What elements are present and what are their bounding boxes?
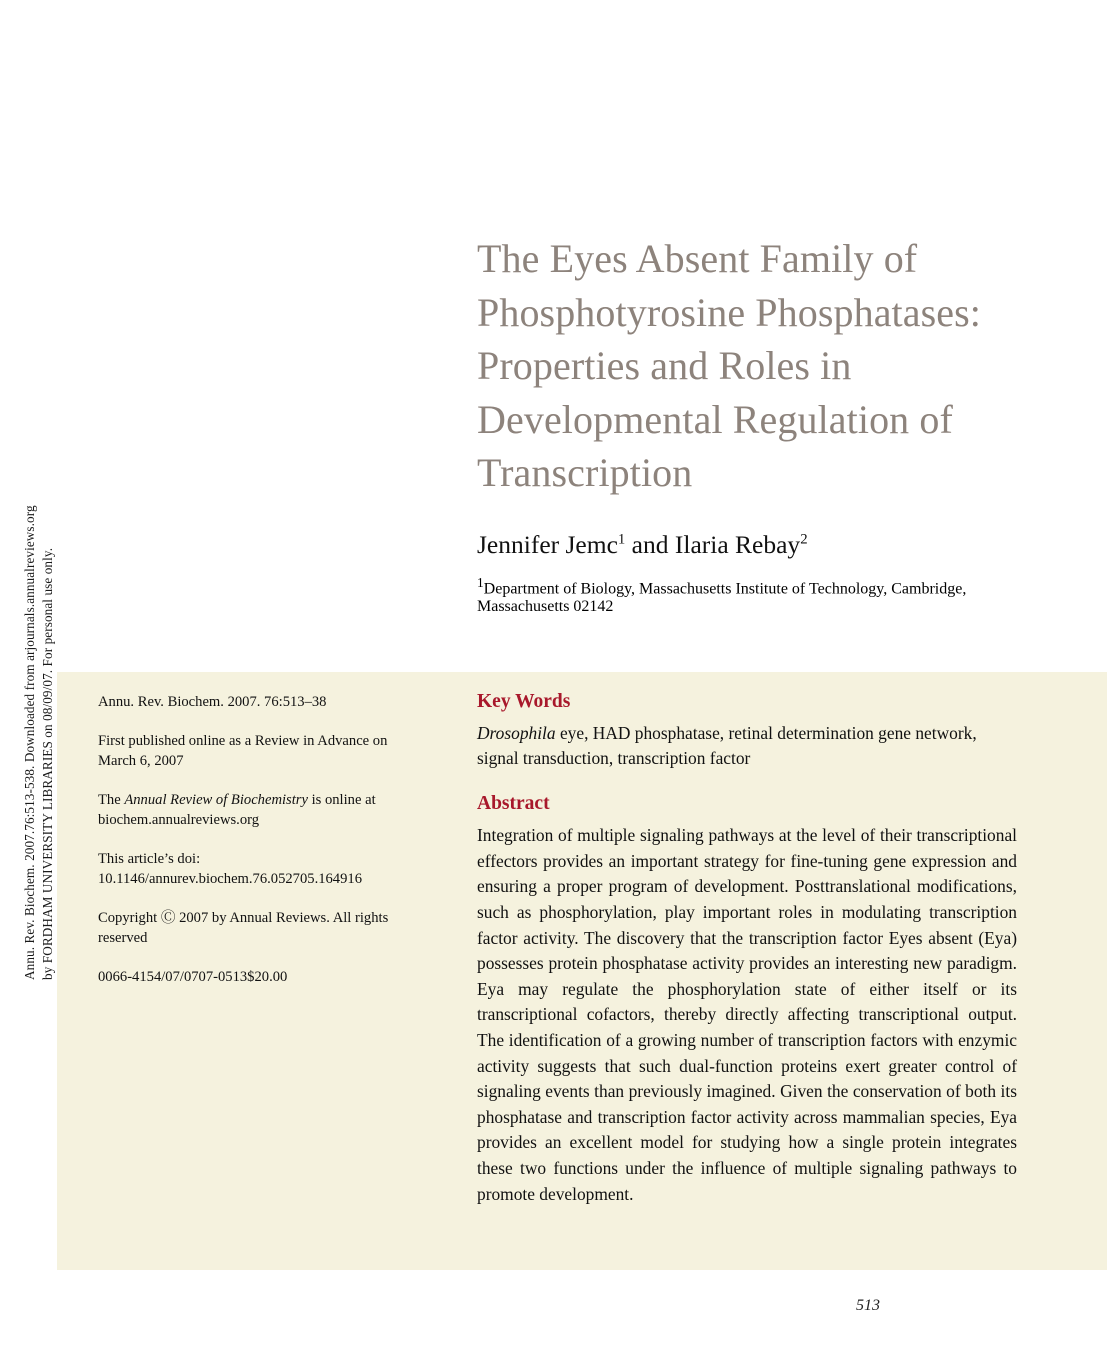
author-list: Jennifer Jemc$^1$ and Ilaria Rebay$^2$ [477, 530, 808, 559]
article-title: The Eyes Absent Family of Phosphotyrosine Phosphatases: Properties and Roles in Developmental Regulation of Transcription [477, 236, 982, 495]
metadata-journal-online: The Annual Review of Biochemistry is online at biochem.annualreviews.org [98, 791, 376, 828]
content-column [477, 690, 1017, 1207]
metadata-first-published: First published online as a Review in Advance on March 6, 2007 [98, 732, 388, 769]
abstract-heading: Abstract [477, 793, 550, 815]
watermark-line-2: by FORDHAM UNIVERSITY LIBRARIES on 08/09/07. For personal use only. [40, 547, 55, 980]
download-watermark [0, 0, 58, 1369]
page-number: 513 [856, 1297, 880, 1314]
metadata-doi: This article’s doi: 10.1146/annurev.biochem.76.052705.164916 [98, 850, 362, 887]
title-block [477, 232, 1017, 500]
metadata-issn: 0066-4154/07/0707-0513$20.00 [98, 968, 288, 985]
key-words-heading: Key Words [477, 691, 571, 712]
metadata-citation: Annu. Rev. Biochem. 2007. 76:513–38 [98, 694, 327, 710]
key-words-text: Drosophila eye, HAD phosphatase, retinal determination gene network, signal transduction, transcription factor [477, 723, 977, 768]
watermark-line-1: Annu. Rev. Biochem. 2007.76:513-538. Downloaded from arjournals.annualreviews.org [22, 505, 37, 980]
metadata-copyright: Copyright Ⓒ 2007 by Annual Reviews. All rights reserved [98, 909, 389, 946]
abstract-text: Integration of multiple signaling pathways at the level of their transcriptional effectors provides an important strategy for fine-tuning gene expression and ensuring a proper program of development. Posttranslational modifications, such as phosphorylation, play important roles in modulating transcription factor activity. The discovery that the transcription factor Eyes absent (Eya) possesses protein phosphatase activity provides an interesting new paradigm. Eya may regulate the phosphorylation state of either itself or its transcriptional cofactors, thereby directly affecting transcriptional output. The identification of a growing number of transcription factors with enzymic activity suggests that such dual-function proteins exert greater control of signaling events than previously imagined. Given the conservation of both its phosphatase and transcription factor activity across mammalian species, Eya provides an excellent model for studying how a single protein integrates these two functions under the influence of multiple signaling pathways to promote development. [477, 825, 1017, 1204]
affiliation-block: $^1$Department of Biology, Massachusetts Institute of Technology, Cambridge, Massachusetts 02142 [477, 575, 967, 616]
publication-metadata [98, 692, 408, 987]
